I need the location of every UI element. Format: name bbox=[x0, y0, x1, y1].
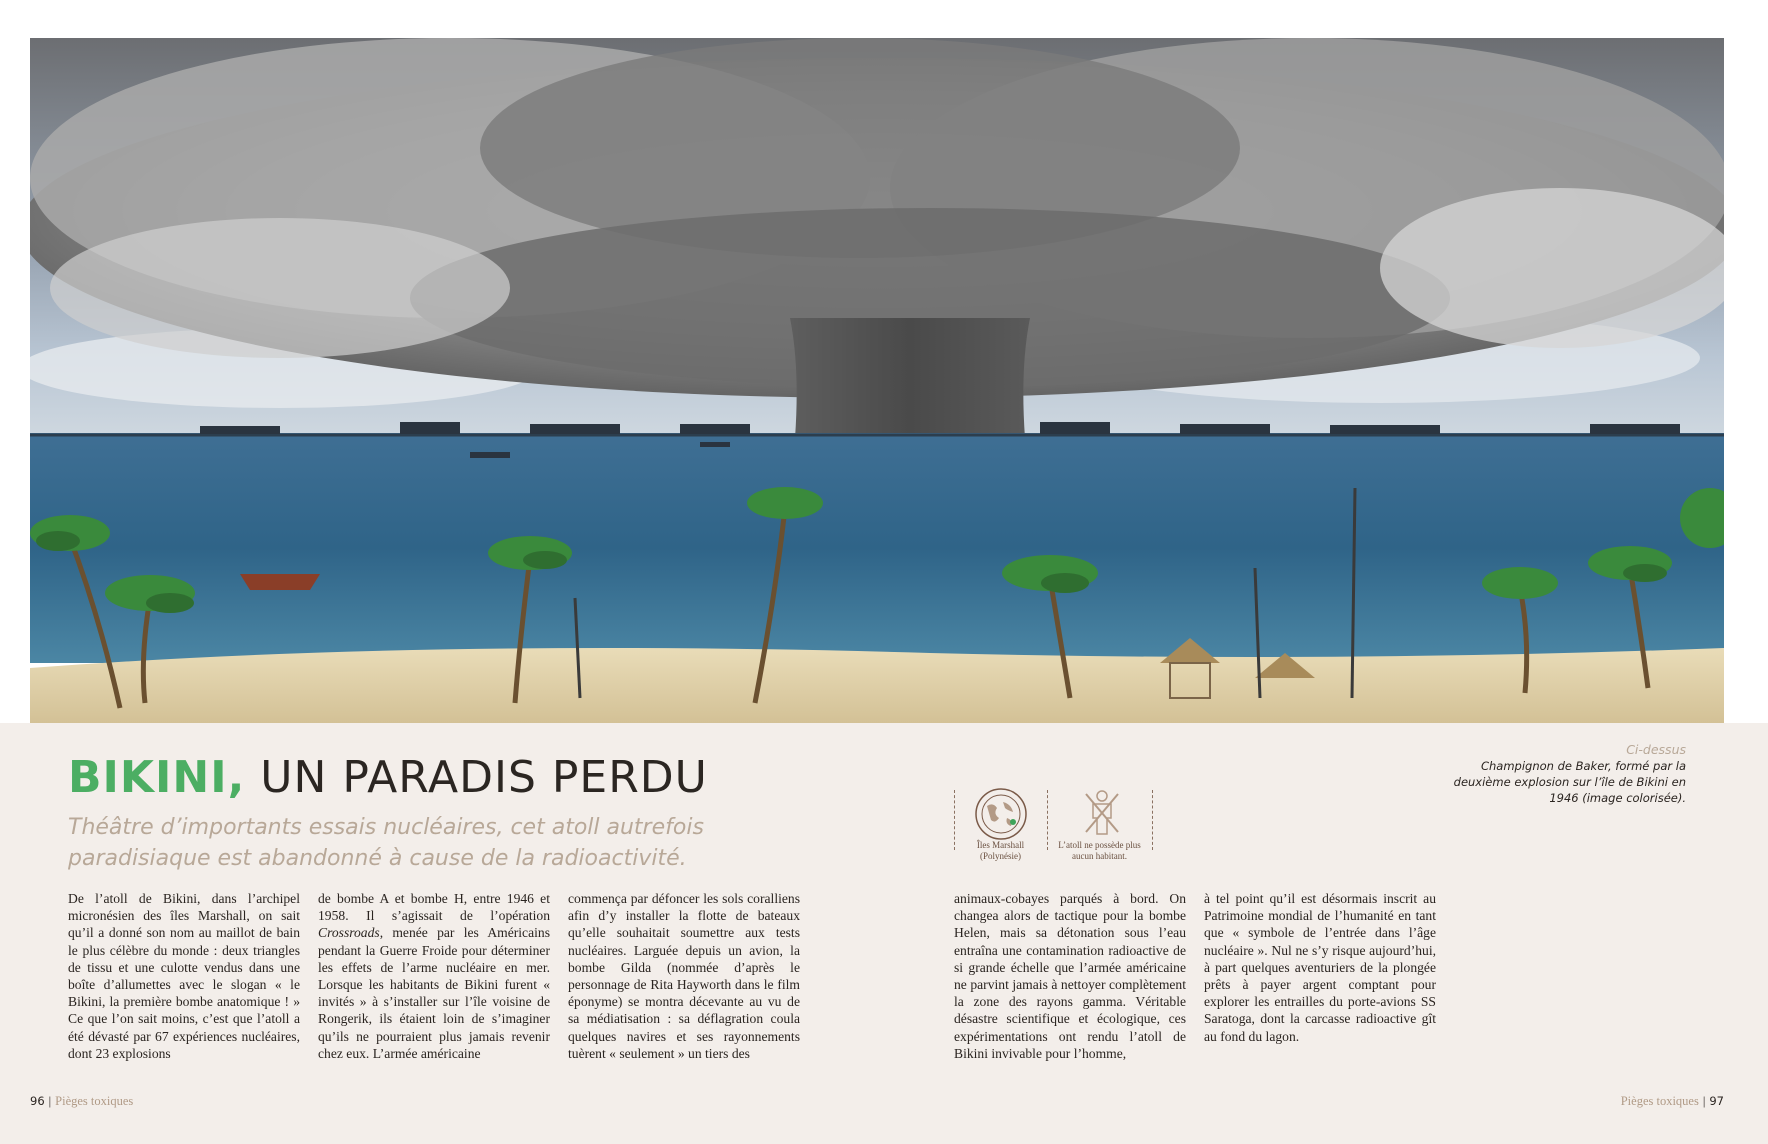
globe-icon bbox=[973, 788, 1029, 845]
infobox bbox=[954, 788, 1154, 870]
page-number-left: 96 bbox=[30, 1094, 45, 1108]
location-label bbox=[954, 840, 1047, 862]
section-name-left: Pièges toxiques bbox=[55, 1094, 134, 1108]
article-title-accent: BIKINI, bbox=[68, 752, 246, 803]
infobox-divider bbox=[1152, 790, 1153, 850]
caption-label: Ci-dessus bbox=[1626, 742, 1686, 757]
status-label-line2: aucun habitant. bbox=[1072, 851, 1127, 861]
body-column-2 bbox=[318, 890, 550, 1062]
footer-right bbox=[1621, 1094, 1724, 1109]
caption-text: Champignon de Baker, formé par la deuxième explosion sur l’île de Bikini en 1946 (image colorisée). bbox=[1453, 759, 1686, 805]
location-label-line2: (Polynésie) bbox=[980, 851, 1021, 861]
status-label bbox=[1047, 840, 1152, 862]
footer-separator: | bbox=[48, 1094, 52, 1108]
footer-separator: | bbox=[1702, 1094, 1706, 1108]
section-name-right: Pièges toxiques bbox=[1620, 1094, 1699, 1108]
article-title bbox=[68, 752, 708, 803]
body-column-2-start: de bombe A et bombe H, entre 1946 et 1958. Il s’agissait de l’opération bbox=[318, 891, 550, 924]
article-title-rest: UN PARADIS PERDU bbox=[245, 752, 708, 803]
body-column-3: commença par défoncer les sols coralliens afin d’y installer la flotte de bateaux qu’elle souhaitait soumettre aux tests nucléaires. Larguée depuis un avion, la bombe Gilda (nommée d’après le personnage de Rita Hayworth dans le film éponyme) se montra décevante au vu de sa médiatisation : sa déflagration coula quelques navires et ses rayonnements tuèrent « seulement » un tiers des bbox=[568, 891, 800, 1061]
page-number-right: 97 bbox=[1709, 1094, 1724, 1108]
footer-left bbox=[30, 1094, 133, 1109]
body-column-5: à tel point qu’il est désormais inscrit au Patrimoine mondial de l’humanité en tant que « symbole de l’entrée dans l’âge nucléaire ». Nul ne s’y risque aujourd’hui, à part quelques aventuriers de la plongée prêts à payer argent comptant pour explorer les entrailles du porte-avions SS Saratoga, dont la carcasse radioactive gît au fond du lagon. bbox=[1204, 891, 1436, 1044]
photo-caption bbox=[1426, 742, 1686, 806]
body-column-2-end: , menée par les Américains pendant la Guerre Froide pour déterminer les effets de l’arme nucléaire en mer. Lorsque les habitants de Bikini furent « invités » à s’installer sur l’île voisine de Rongerik, ils étaient loin de s’imaginer qu’ils ne pourraient plus jamais revenir chez eux. L’armée américaine bbox=[318, 925, 550, 1061]
body-column-1: De l’atoll de Bikini, dans l’archipel micronésien des îles Marshall, on sait qu’il a donné son nom au maillot de bain le plus célèbre du monde : deux triangles de tissu et une culotte vendus dans une boîte d’allumettes avec le slogan « le Bikini, la première bombe anatomique ! » Ce que l’on sait moins, c’est que l’atoll a été dévasté par 67 expériences nucléaires, dont 23 explosions bbox=[68, 891, 300, 1061]
hero-photo bbox=[30, 38, 1724, 723]
status-label-line1: L’atoll ne possède plus bbox=[1058, 840, 1141, 850]
body-column-4: animaux-cobayes parqués à bord. On changea alors de tactique pour la bombe Helen, mais sa détonation sous l’eau entraîna une contamination radioactive de si grande échelle que l’armée américaine ne parvint jamais à nettoyer complètement la zone des rayons gamma. Véritable désastre scientifique et écologique, ces expérimentations ont rendu l’atoll de Bikini invivable pour l’homme, bbox=[954, 891, 1186, 1061]
article-subtitle: Théâtre d’importants essais nucléaires, cet atoll autrefois paradisiaque est abandonné à cause de la radioactivité. bbox=[68, 815, 704, 871]
location-label-line1: Îles Marshall bbox=[976, 840, 1025, 850]
operation-name: Crossroads bbox=[318, 925, 380, 941]
no-person-icon bbox=[1082, 788, 1122, 843]
